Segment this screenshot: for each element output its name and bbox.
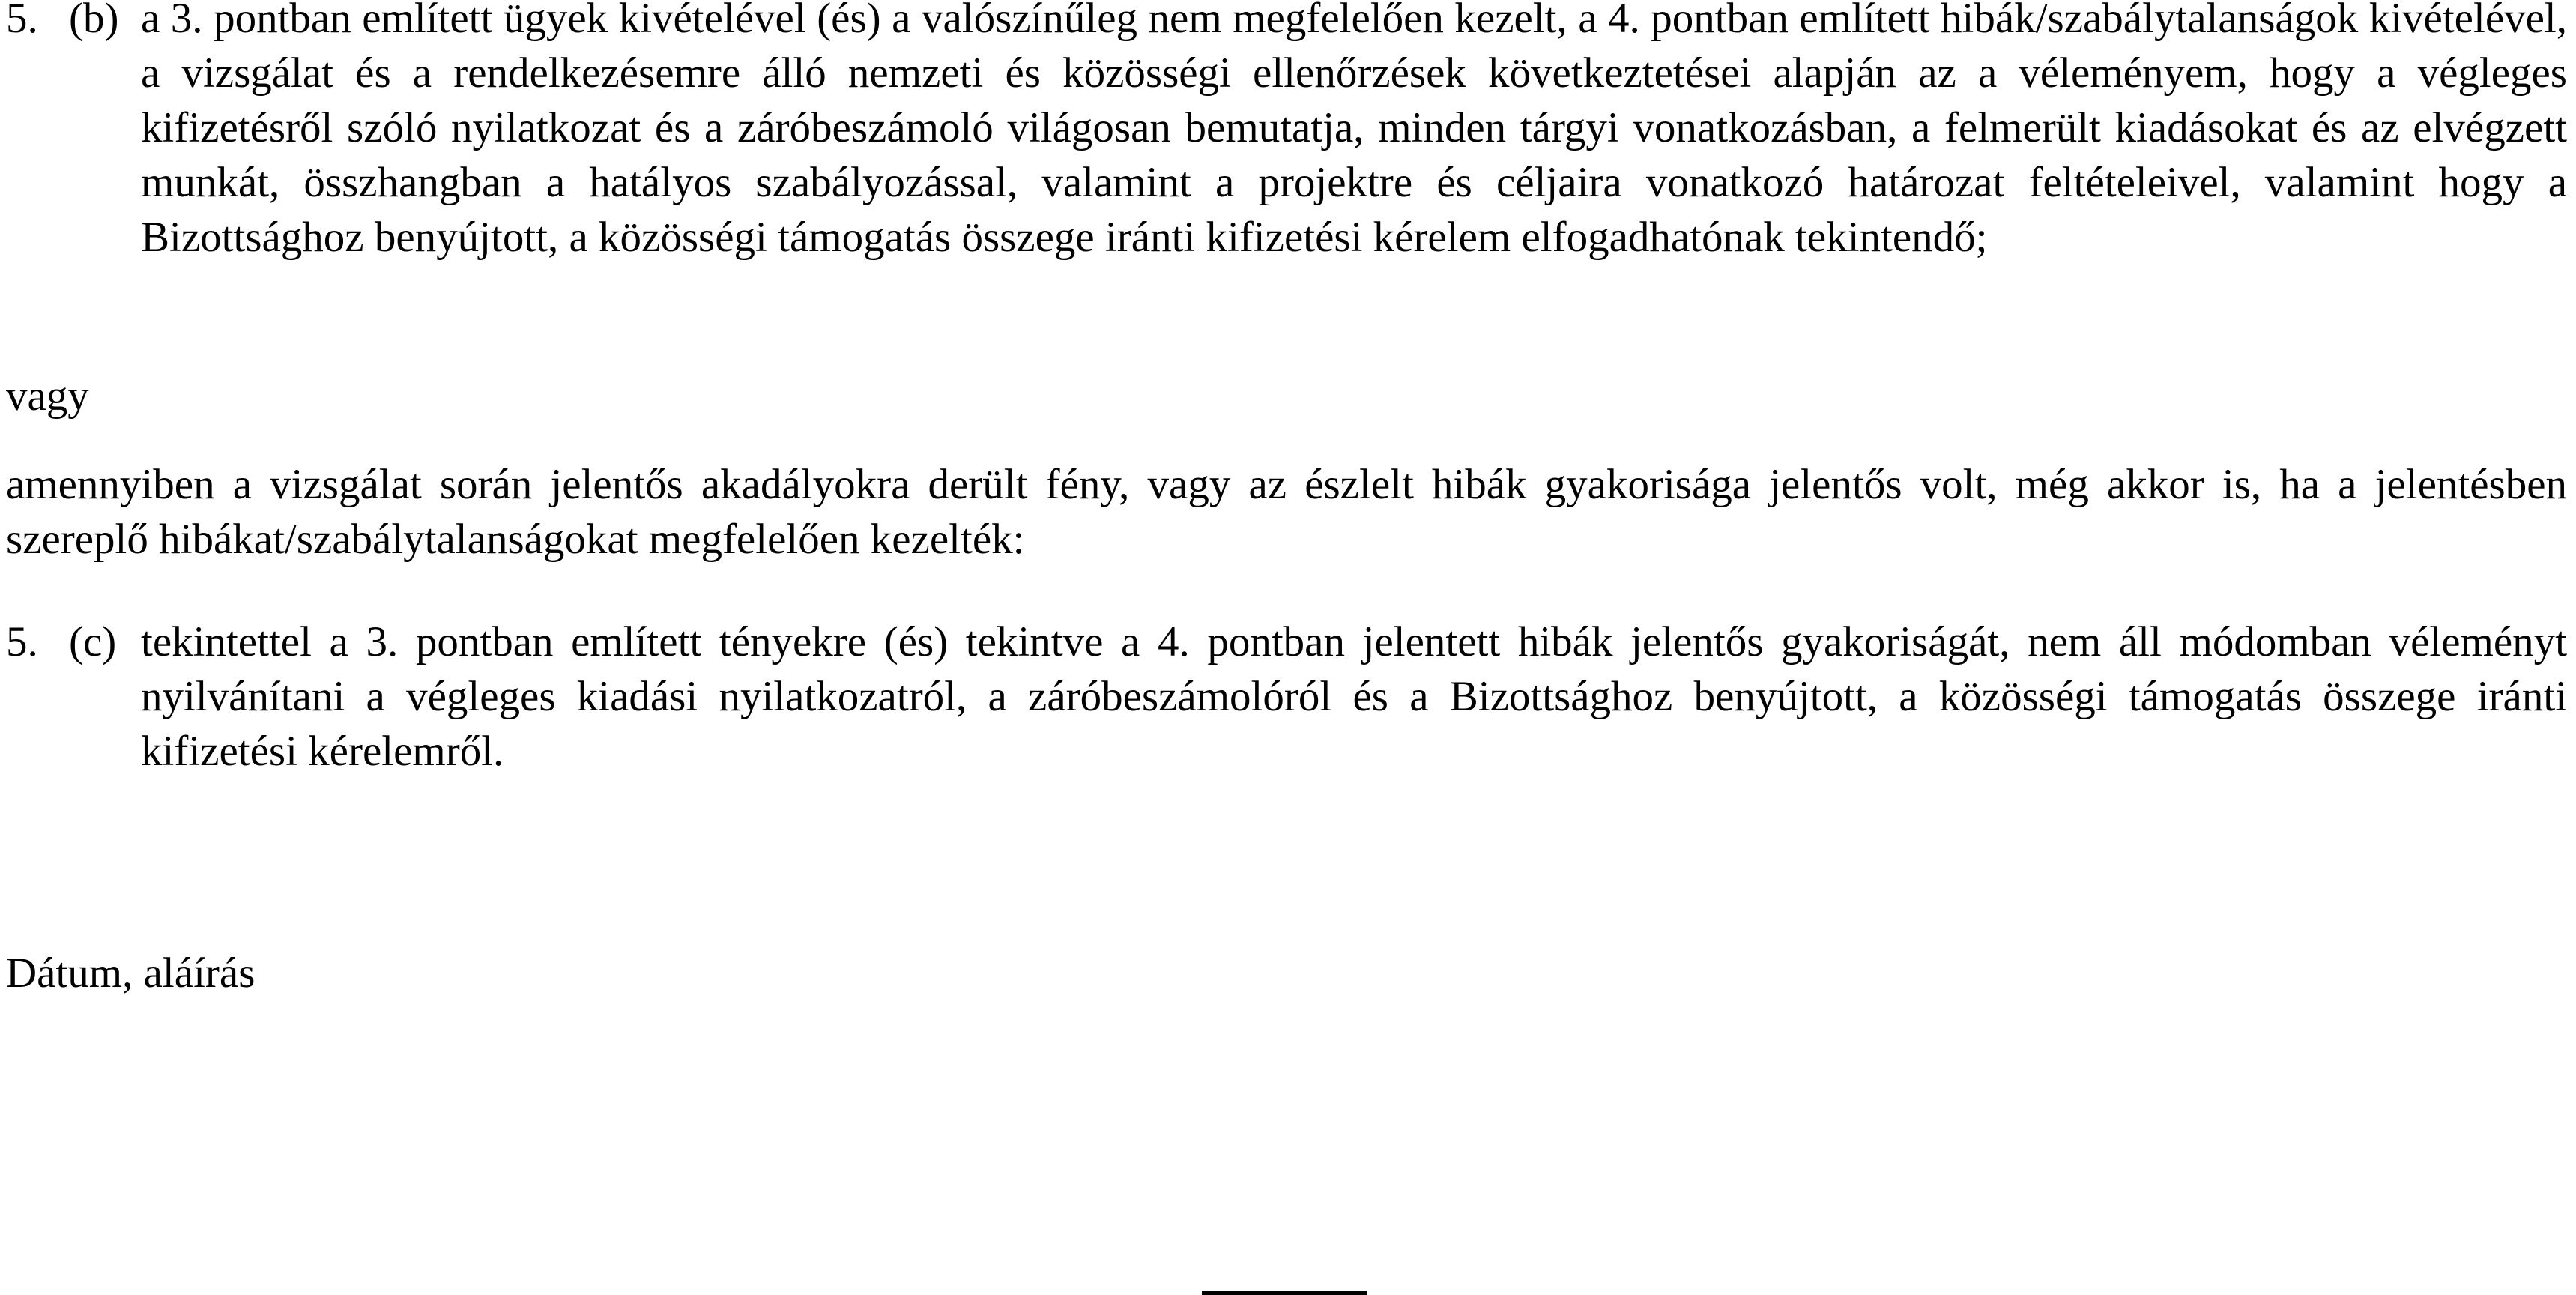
item-letter: (c): [69, 618, 117, 665]
amennyiben-paragraph: amennyiben a vizsgálat során jelentős akadályokra derült fény, vagy az észlelt hibák gyakorisága jelentős volt, még akkor is, ha a jelentésben szereplő hibákat/szabálytalanságokat megfelelően kezelték:: [6, 461, 2567, 563]
paragraph-5c: [6, 615, 2567, 779]
date-signature-label: Dátum, aláírás: [6, 950, 256, 997]
vagy-text: vagy: [6, 372, 89, 420]
footnote-separator-line: [1202, 1291, 1367, 1295]
item-letter: (b): [69, 0, 119, 42]
paragraph-5b: [6, 0, 2567, 265]
paragraph-5c-text: tekintettel a 3. pontban említett tényekre (és) tekintve a 4. pontban jelentett hibák jelentős gyakoriságát, nem áll módomban véleményt nyilvánítani a végleges kiadási nyilatkozatról, a záróbeszámolóról és a Bizottsághoz benyújtott, a közösségi támogatás összege iránti kifizetési kérelemről.: [141, 618, 2567, 775]
item-number: 5.: [6, 618, 38, 665]
item-number: 5.: [6, 0, 38, 42]
paragraph-5b-text: a 3. pontban említett ügyek kivételével (és) a valószínűleg nem megfelelően kezelt, a 4. pontban említett hibák/szabálytalanságok kivételével, a vizsgálat és a rendelkezésemre álló nemzeti és közösségi ellenőrzések következtetései alapján az a véleményem, hogy a végleges kifizetésről szóló nyilatkozat és a záróbeszámoló világosan bemutatja, minden tárgyi vonatkozásban, a felmerült kiadásokat és az elvégzett munkát, összhangban a hatályos szabályozással, valamint a projektre és céljaira vonatkozó határozat feltételeivel, valamint hogy a Bizottsághoz benyújtott, a közösségi támogatás összege iránti kifizetési kérelem elfogadhatónak tekintendő;: [141, 0, 2567, 261]
